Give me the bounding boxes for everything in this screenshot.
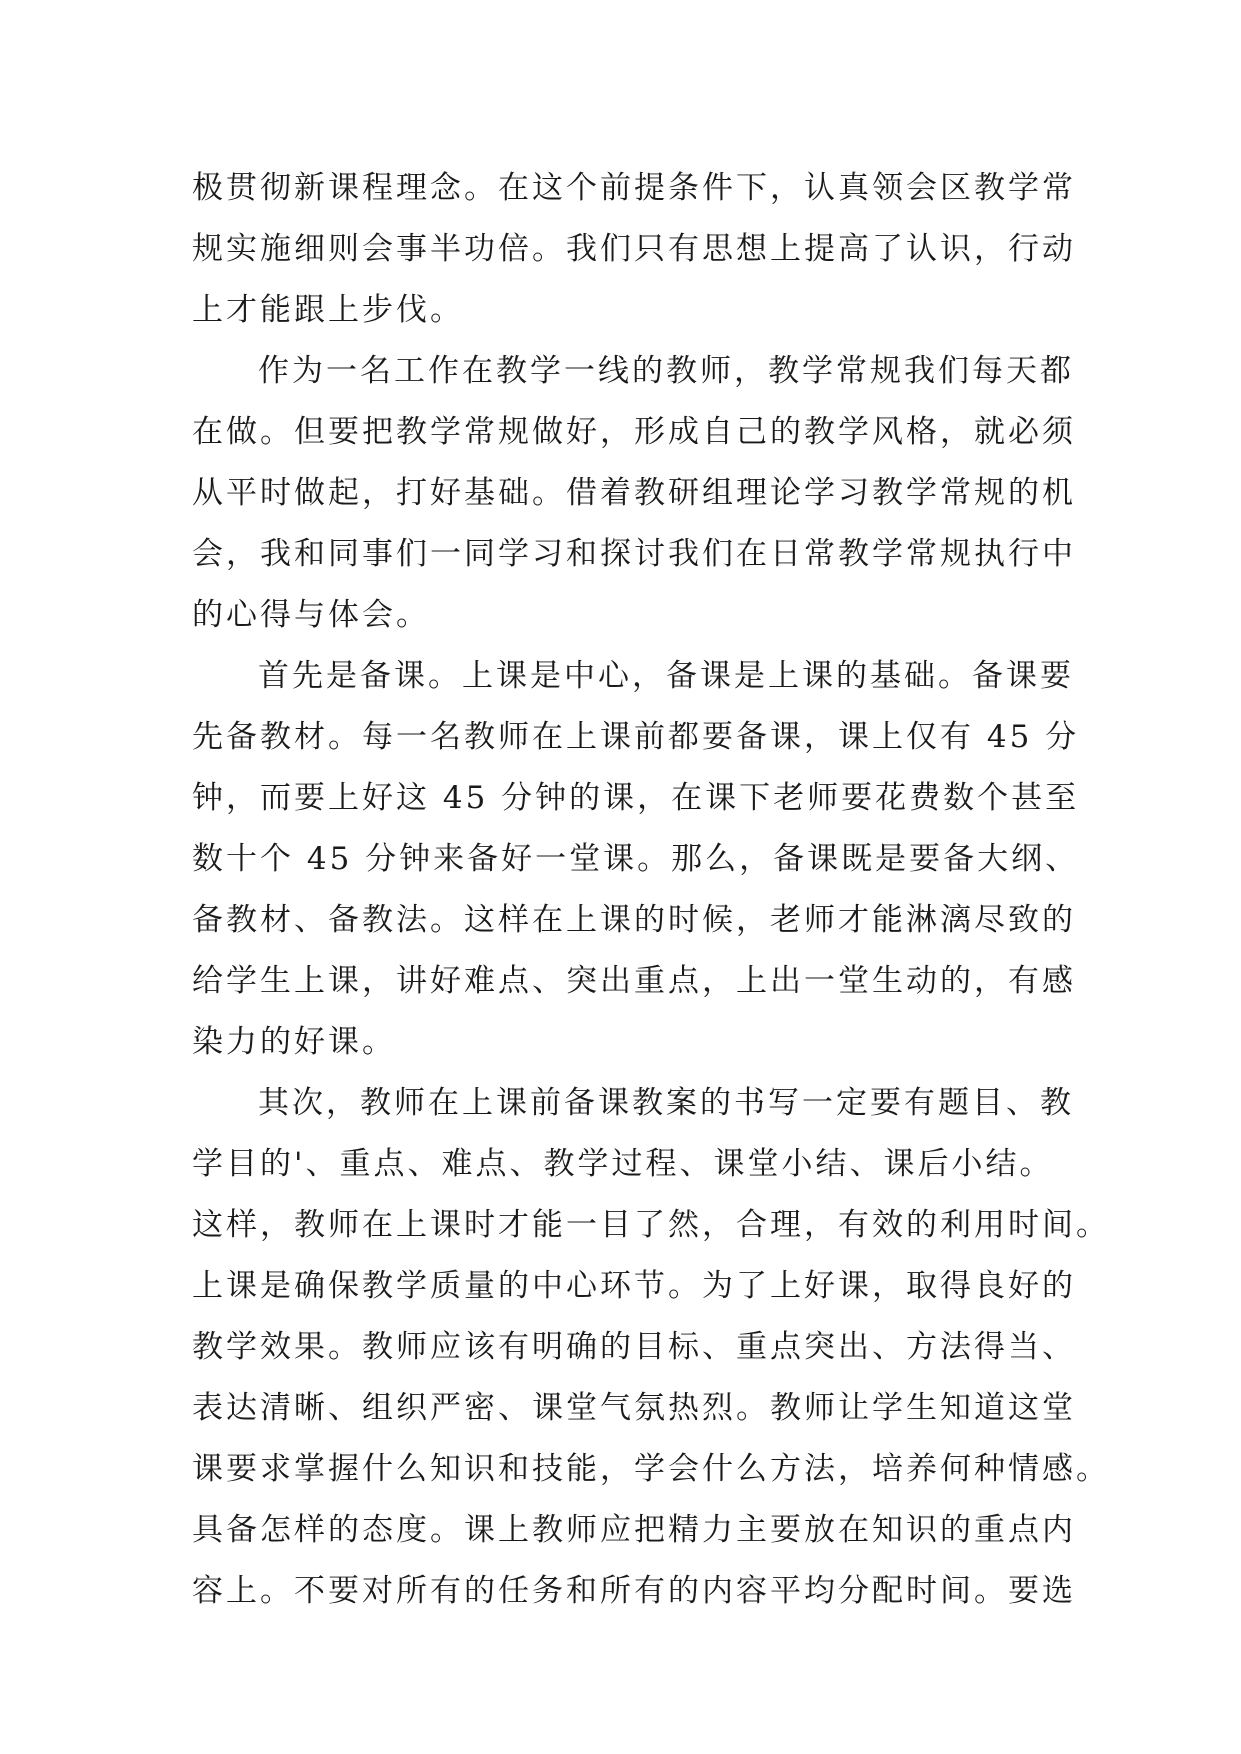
text-line: 先备教材。每一名教师在上课前都要备课，课上仅有 45 分 [192, 719, 1080, 755]
text-line: 具备怎样的态度。课上教师应把精力主要放在知识的重点内 [192, 1512, 1076, 1548]
text-line: 染力的好课。 [192, 1024, 396, 1060]
text-line: 钟，而要上好这 45 分钟的课，在课下老师要花费数个甚至 [192, 780, 1080, 816]
body-text [192, 158, 1110, 1622]
text-line: 从平时做起，打好基础。借着教研组理论学习教学常规的机 [192, 475, 1076, 511]
text-line: 在做。但要把教学常规做好，形成自己的教学风格，就必须 [192, 414, 1076, 450]
text-line: 给学生上课，讲好难点、突出重点，上出一堂生动的，有感 [192, 963, 1076, 999]
text-line: 教学效果。教师应该有明确的目标、重点突出、方法得当、 [192, 1329, 1076, 1365]
text-line: 表达清晰、组织严密、课堂气氛热烈。教师让学生知道这堂 [192, 1390, 1076, 1426]
text-line: 上才能跟上步伐。 [192, 292, 464, 328]
text-line: 这样，教师在上课时才能一目了然，合理，有效的利用时间。 [192, 1207, 1110, 1243]
text-line: 学目的'、重点、难点、教学过程、课堂小结、课后小结。 [192, 1146, 1054, 1182]
text-line: 会，我和同事们一同学习和探讨我们在日常教学常规执行中 [192, 536, 1076, 572]
paragraph-first-line: 首先是备课。上课是中心，备课是上课的基础。备课要 [258, 658, 1074, 694]
text-line: 备教材、备教法。这样在上课的时候，老师才能淋漓尽致的 [192, 902, 1076, 938]
paragraph-first-line: 其次，教师在上课前备课教案的书写一定要有题目、教 [258, 1085, 1074, 1121]
text-line: 的心得与体会。 [192, 597, 430, 633]
text-line: 课要求掌握什么知识和技能，学会什么方法，培养何种情感。 [192, 1451, 1110, 1487]
text-line: 规实施细则会事半功倍。我们只有思想上提高了认识，行动 [192, 231, 1076, 267]
text-line: 数十个 45 分钟来备好一堂课。那么，备课既是要备大纲、 [192, 841, 1080, 877]
paragraph-first-line: 作为一名工作在教学一线的教师，教学常规我们每天都 [258, 353, 1074, 389]
text-line: 极贯彻新课程理念。在这个前提条件下，认真领会区教学常 [192, 170, 1076, 206]
text-line: 容上。不要对所有的任务和所有的内容平均分配时间。要选 [192, 1573, 1076, 1609]
text-line: 上课是确保教学质量的中心环节。为了上好课，取得良好的 [192, 1268, 1076, 1304]
